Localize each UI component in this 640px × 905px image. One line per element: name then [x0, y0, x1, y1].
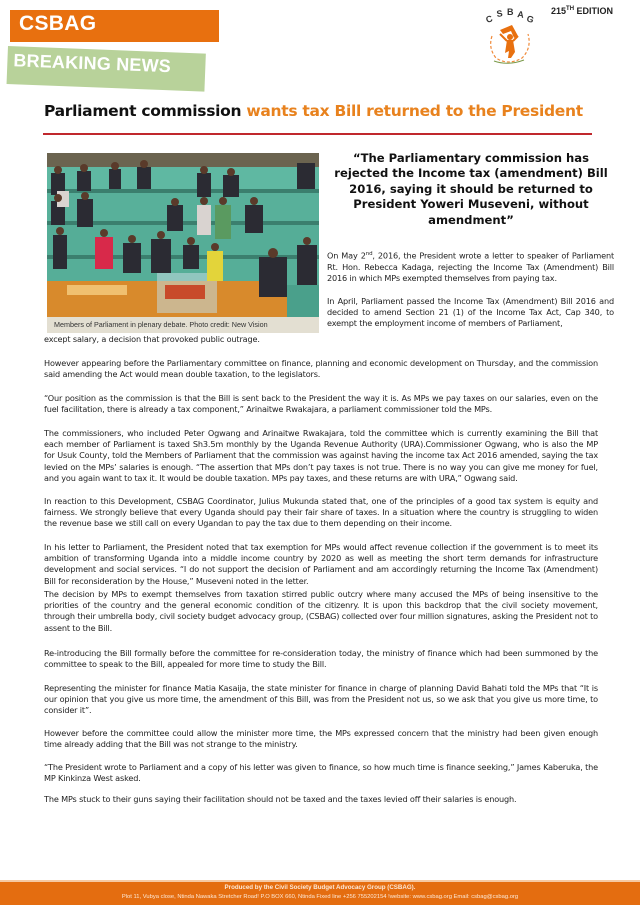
article-paragraph: Re-introducing the Bill formally before the committee for re-consideration today, the ministry of finance which had been summoned by the committee to speak to the Bill, appealed for more time to study the Bill.	[44, 648, 598, 670]
headline-divider	[43, 133, 592, 135]
pull-quote: “The Parliamentary commission has rejected the Income tax (amendment) Bill 2016, saying it should be returned to President Yoweri Museveni, without amendment”	[334, 151, 608, 227]
breaking-news-banner	[7, 46, 206, 92]
parliament-chamber-image	[47, 153, 319, 317]
csbag-logo	[478, 6, 542, 70]
banner-org-name: CSBAG	[19, 12, 97, 35]
photo-caption	[47, 317, 319, 333]
edition-label	[551, 6, 613, 16]
headline-part-black: Parliament commission	[44, 102, 242, 120]
article-paragraph: The decision by MPs to exempt themselves from taxation stirred public outcry where many accused the MPs of being insensitive to the priorities of the country and the general economic condition of the citizenry. It is upon this backdrop that the civil society movement, through their umbrella body, civil society budget advocacy group, (CSBAG) collected over four million signatures, asking the President not to assent to the Bill.	[44, 589, 598, 633]
csbag-banner	[10, 10, 219, 42]
article-headline	[44, 102, 583, 120]
headline-part-orange: wants tax Bill returned to the President	[246, 102, 583, 120]
article-paragraph: However appearing before the Parliamentary committee on finance, planning and economic development on Thursday, and the commission said amending the Act would mean double taxation, to the legislators.	[44, 358, 598, 380]
svg-text:S: S	[495, 8, 504, 19]
edition-number: 215	[551, 6, 567, 16]
svg-text:G: G	[525, 13, 536, 26]
article-paragraph-2: In April, Parliament passed the Income Tax (Amendment) Bill 2016 and decided to amend Section 21 (1) of the Income Tax Act, Cap 340, to exempt the employment income of members of Parliament,	[327, 296, 614, 329]
article-paragraph-1	[327, 249, 614, 284]
article-paragraph: The MPs stuck to their guns saying their facilitation should not be taxed and the taxes levied off their salaries is enough.	[44, 794, 517, 804]
article-paragraph: “Our position as the commission is that the Bill is sent back to the President the way it is. As MPs we pay taxes on our salaries, even on the fuel facilitation, there is already a tax component,” Arinaitwe Rwakajara, a parliament commissioner told the MPs.	[44, 393, 598, 415]
svg-text:C: C	[484, 13, 494, 25]
article-paragraph: “The President wrote to Parliament and a copy of his letter was given to finance, so how much time is finance seeking,” James Kaberuka, the MP Kinkinza West asked.	[44, 762, 598, 784]
article-paragraph-2-continued: except salary, a decision that provoked public outrage.	[44, 334, 260, 344]
article-paragraph: The commissioners, who included Peter Ogwang and Arinaitwe Rwakajara, told the committee which is currently examining the Bill that each member of Parliament is taxed Sh3.5m monthly by the Uganda Revenue Authority (URA).Commissioner Ogwang, who is also the MP for Usuk County, told the Members of Parliament that the commission was against having the income tax Act 2016 amended, saying the tax levied on the MPs’ salaries is enough. “The assertion that MPs don’t pay taxes is not true. There is no way you can give me money for fuel, and you again want to tax it. It would be double taxation. MPs pay taxes, and these returns are with URA,” Ogwang said.	[44, 428, 598, 483]
photo-caption-text: Members of Parliament in plenary debate. Photo credit: New Vision	[54, 320, 268, 329]
article-paragraph: In reaction to this Development, CSBAG Coordinator, Julius Mukunda stated that, one of the principles of a good tax system is equity and fairness. We strongly believe that every Uganda should pay their fair share of taxes. In a situation where the country is struggling to widen the revenue base we still call on every Ugandan to pay the tax due to them depending on their income.	[44, 496, 598, 529]
footer-producer: Produced by the Civil Society Budget Advocacy Group (CSBAG).	[224, 884, 416, 891]
person-holding-house-icon	[478, 6, 542, 70]
p1-rest: , 2016, the President wrote a letter to speaker of Parliament Rt. Hon. Rebecca Kadaga, rejecting the Income Tax (Amendment) Bill 2016 in which MPs exempted themselves from paying tax.	[327, 250, 615, 284]
p1-superscript: nd	[365, 251, 373, 257]
svg-text:A: A	[516, 9, 525, 20]
edition-text: EDITION	[576, 6, 614, 16]
page-footer	[0, 882, 640, 905]
svg-text:B: B	[507, 7, 514, 17]
parliament-photo	[47, 153, 319, 317]
article-paragraph: However before the committee could allow the minister more time, the MPs expressed concern that the ministry had been given enough time already adding that the Bill was not strange to the ministry.	[44, 728, 598, 750]
article-paragraph: In his letter to Parliament, the President noted that tax exemption for MPs would affect revenue collection if the government is to meet its ambition of transforming Uganda into a middle income country by 2020 as well as meeting the short term demands for infrastructure development and social services. “I do not support the decision of Parliament and am accordingly returning the Income Tax (Amendment) Bill for reconsideration by the House,” Museveni noted in the letter.	[44, 542, 598, 586]
footer-contact: Plot 11, Vubya close, Ntinda Nawaka Stretcher Road! P.O BOX 660, Ntinda Fixed line +256 755202154 !website: www.csbag.org Email: csbag@csbag.org	[121, 894, 519, 900]
article-paragraph: Representing the minister for finance Matia Kasaija, the state minister for finance in charge of planning David Bahati told the MPs that “It is our opinion that you give us more time, the amendment of this Bill, was from the President not us, so we ask that you give us more time, to consider it”.	[44, 683, 598, 716]
p1-start: On May 2	[327, 250, 366, 261]
edition-suffix: TH	[566, 6, 575, 12]
breaking-news-label: BREAKING NEWS	[13, 50, 172, 77]
